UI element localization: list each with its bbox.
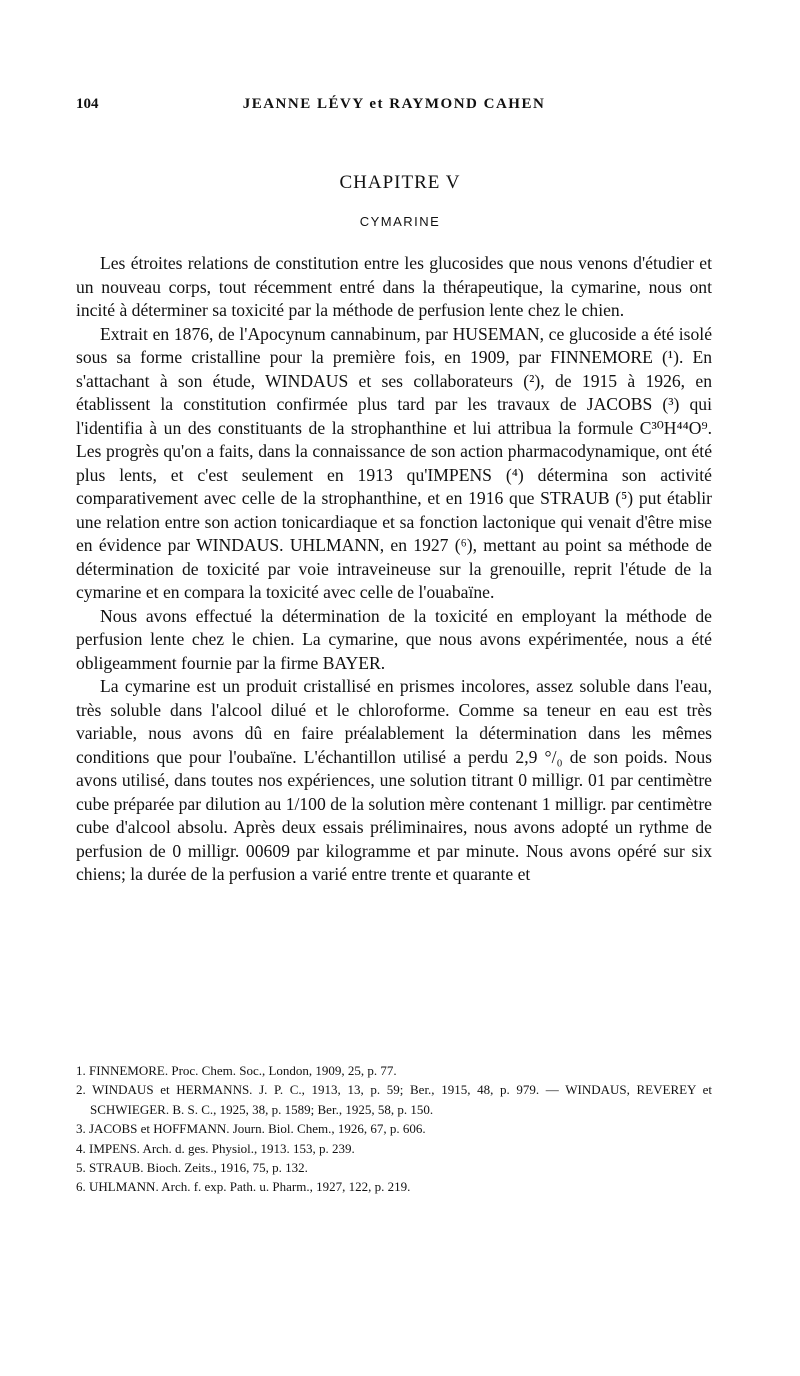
footnotes xyxy=(76,1061,712,1197)
paragraph-1: Les étroites relations de constitution entre les glucosides que nous venons d'étudier et un nouveau corps, tout récemment entré dans la thérapeutique, la cymarine, nous ont incité à déterminer sa toxicité par la méthode de perfusion lente chez le chien. xyxy=(76,253,712,320)
footnote-6: 6. UHLMANN. Arch. f. exp. Path. u. Pharm., 1927, 122, p. 219. xyxy=(76,1179,411,1195)
section-title: CYMARINE xyxy=(359,214,441,229)
page-header xyxy=(76,96,712,120)
footnote-2: 2. WINDAUS et HERMANNS. J. P. C., 1913, 13, p. 59; Ber., 1915, 48, p. 979. — WINDAUS, REVEREY et SCHWIEGER. B. S. C., 1925, 38, p. 1589; Ber., 1925, 58, p. 150. xyxy=(76,1082,712,1117)
footnote-5: 5. STRAUB. Bioch. Zeits., 1916, 75, p. 132. xyxy=(76,1160,308,1176)
footnote-1: 1. FINNEMORE. Proc. Chem. Soc., London, 1909, 25, p. 77. xyxy=(76,1063,397,1078)
paragraph-3: Nous avons effectué la détermination de la toxicité en employant la méthode de perfusion lente chez le chien. La cymarine, que nous avons expérimentée, nous a été obligeamment fournie par la firme BAYER. xyxy=(76,605,712,673)
page-number: 104 xyxy=(76,96,99,112)
paragraph-2: Extrait en 1876, de l'Apocynum cannabinum, par HUSEMAN, ce glucoside a été isolé sous sa forme cristalline pour la première fois, en 1909, par FINNEMORE (¹). En s'attachant à son étude, WINDAUS et ses collaborateurs (²), de 1915 à 1926, en établissent la constitution confirmée plus tard par les travaux de JACOBS (³) qui l'identifia à un des constituants de la strophanthine et lui attribua la formule C³⁰H⁴⁴O⁹. Les progrès qu'on a faits, dans la connaissance de son action pharmacodynamique, ont été plus lents, et c'est seulement en 1913 qu'IMPENS (⁴) détermina son activité comparativement avec celle de la strophanthine, et en 1916 que STRAUB (⁵) put établir une relation entre son action tonicardiaque et sa fonction lactonique qui venait d'être mise en évidence par WINDAUS. UHLMANN, en 1927 (⁶), mettant au point sa méthode de détermination de toxicité par voie intraveineuse sur la grenouille, reprit l'étude de la cymarine et en compara la toxicité avec celle de l'ouabaïne. xyxy=(76,323,712,602)
footnote-4: 4. IMPENS. Arch. d. ges. Physiol., 1913. 153, p. 239. xyxy=(76,1140,355,1156)
body-text xyxy=(76,252,712,887)
footnote-3: 3. JACOBS et HOFFMANN. Journ. Biol. Chem., 1926, 67, p. 606. xyxy=(76,1121,426,1137)
paragraph-4: La cymarine est un produit cristallisé en prismes incolores, assez soluble dans l'eau, très soluble dans l'alcool dilué et le chloroforme. Comme sa teneur en eau est très variable, nous avons dû en faire préalablement la détermination dans les mêmes conditions que pour l'oubaïne. L'échantillon utilisé a perdu 2,9 °/₀ de son poids. Nous avons utilisé, dans toutes nos expériences, une solution titrant 0 milligr. 01 par centimètre cube préparée par dilution au 1/100 de la solution mère contenant 1 milligr. par centimètre cube d'alcool absolu. Après deux essais préliminaires, nous avons adopté un rythme de perfusion de 0 milligr. 00609 par kilogramme et par minute. Nous avons opéré sur six chiens; la durée de la perfusion a varié entre trente et quarante et xyxy=(76,676,712,884)
chapter-title: CHAPITRE V xyxy=(339,172,461,193)
running-head: JEANNE LÉVY et RAYMOND CAHEN xyxy=(242,96,546,112)
